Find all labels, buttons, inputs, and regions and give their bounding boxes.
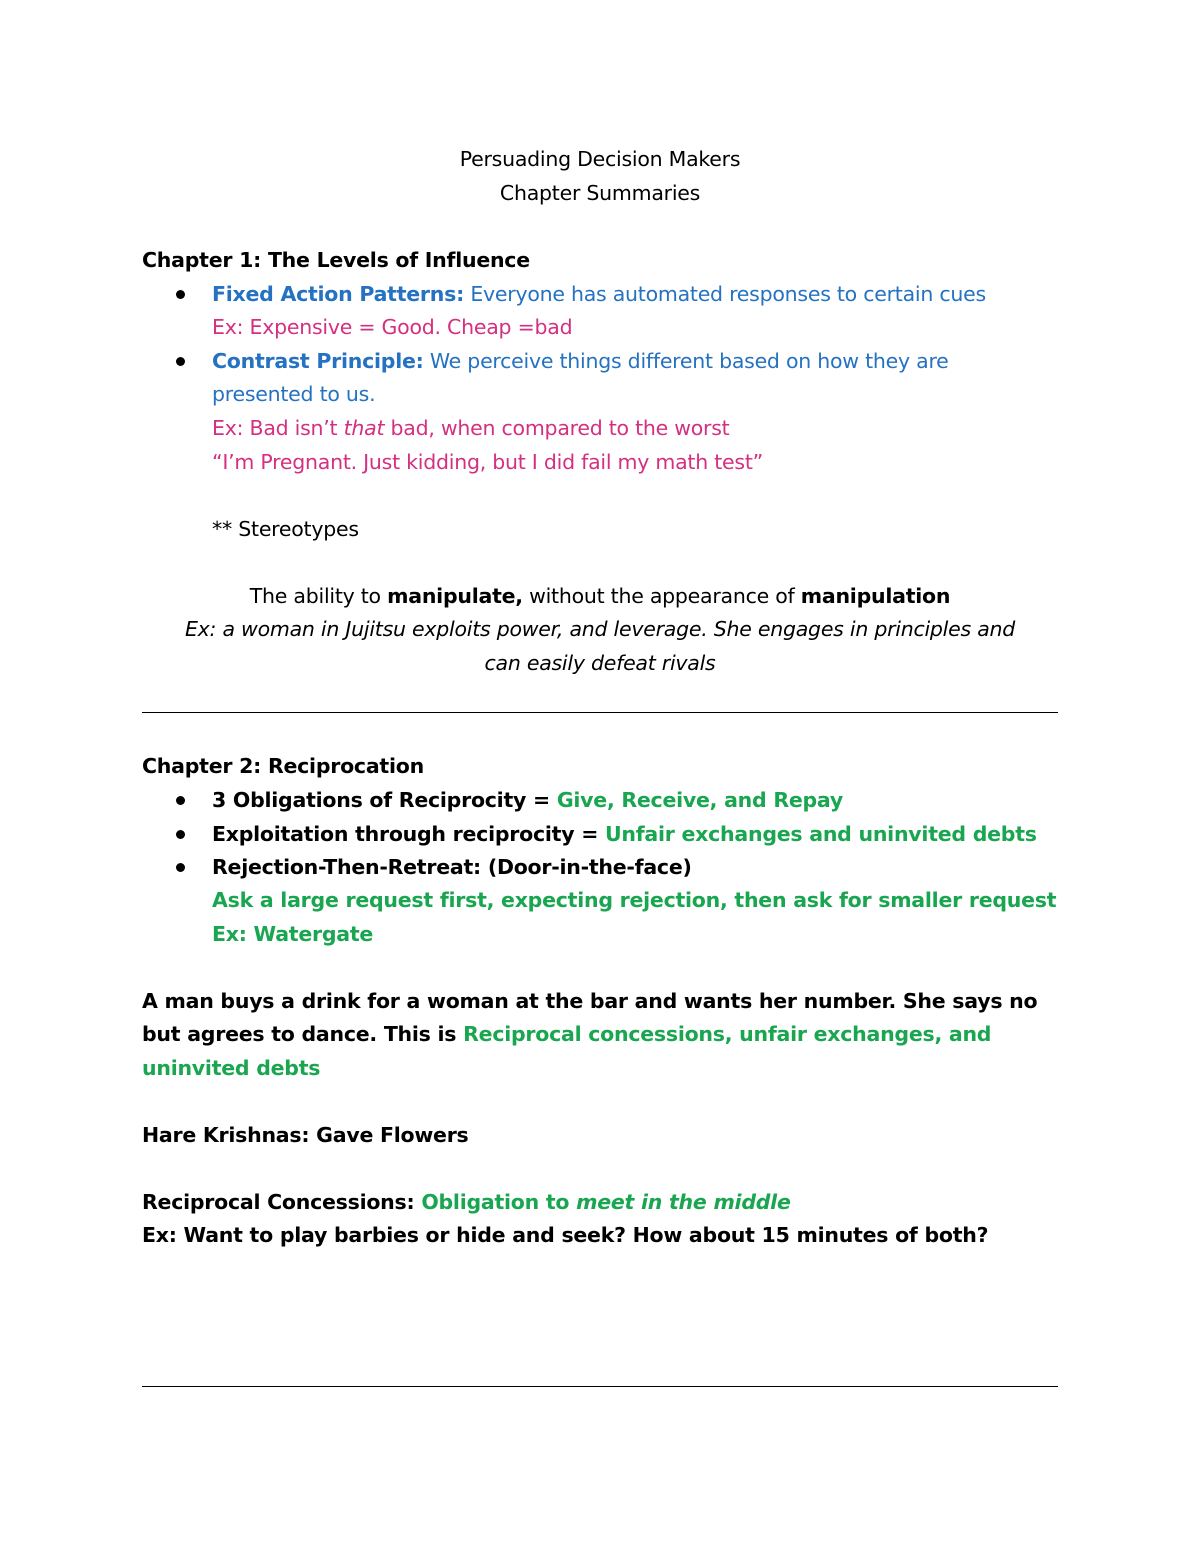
fixed-action-example: Ex: Expensive = Good. Cheap =bad	[212, 315, 573, 339]
stereotypes-note: ** Stereotypes	[212, 517, 359, 541]
recip-value-em: meet in the middle	[576, 1190, 791, 1214]
bullet-icon	[176, 290, 185, 299]
contrast-term: Contrast Principle:	[212, 349, 424, 373]
bullet-rejection: Rejection-Then-Retreat: (Door-in-the-face)	[212, 855, 692, 879]
ability-bold-2: manipulation	[800, 584, 951, 608]
bar-story-line1: A man buys a drink for a woman at the bar and wants her number. She says no	[142, 989, 1038, 1013]
contrast-quote: “I’m Pregnant. Just kidding, but I did fail my math test”	[212, 450, 763, 474]
contrast-desc: We perceive things different based on how they are	[423, 349, 949, 373]
recip-example: Ex: Want to play barbies or hide and seek? How about 15 minutes of both?	[142, 1223, 989, 1247]
obligations-value: Give, Receive, and Repay	[556, 788, 844, 812]
ability-statement	[0, 581, 1200, 611]
chapter1-heading: Chapter 1: The Levels of Influence	[142, 248, 530, 272]
jujitsu-example-line1: Ex: a woman in Jujitsu exploits power, and leverage. She engages in principles and	[184, 617, 1016, 641]
hare-krishnas: Hare Krishnas: Gave Flowers	[142, 1123, 469, 1147]
contrast-example-pre: Ex: Bad isn’t	[212, 416, 344, 440]
bullet-obligations	[212, 785, 843, 815]
rejection-example: Ex: Watergate	[212, 922, 374, 946]
contrast-example	[212, 413, 729, 443]
ability-mid: without the appearance of	[522, 584, 801, 608]
section-divider	[142, 712, 1058, 713]
exploitation-value: Unfair exchanges and uninvited debts	[605, 822, 1037, 846]
rejection-desc: Ask a large request first, expecting rejection, then ask for smaller request	[212, 888, 1057, 912]
reciprocal-concessions	[142, 1187, 791, 1217]
chapter2-heading: Chapter 2: Reciprocation	[142, 754, 424, 778]
fixed-action-item	[212, 279, 986, 309]
contrast-item	[212, 346, 949, 376]
obligations-label: 3 Obligations of Reciprocity =	[212, 788, 557, 812]
jujitsu-example-line2: can easily defeat rivals	[484, 651, 716, 675]
ability-bold-1: manipulate,	[387, 584, 523, 608]
contrast-desc-continued: presented to us.	[212, 382, 376, 406]
bullet-icon	[176, 796, 185, 805]
bar-story-line3: uninvited debts	[142, 1056, 321, 1080]
bullet-icon	[176, 357, 185, 366]
exploitation-label: Exploitation through reciprocity =	[212, 822, 606, 846]
ability-pre: The ability to	[249, 584, 388, 608]
recip-value: Obligation to	[421, 1190, 577, 1214]
bar-story-line2	[142, 1019, 991, 1049]
bar-story-pre: but agrees to dance. This is	[142, 1022, 464, 1046]
document-subtitle: Chapter Summaries	[499, 181, 701, 205]
document-title: Persuading Decision Makers	[459, 147, 741, 171]
contrast-example-post: bad, when compared to the worst	[384, 416, 730, 440]
bullet-icon	[176, 830, 185, 839]
bullet-exploitation	[212, 819, 1037, 849]
section-divider	[142, 1386, 1058, 1387]
bar-story-green: Reciprocal concessions, unfair exchanges, and	[463, 1022, 992, 1046]
bullet-icon	[176, 863, 185, 872]
contrast-example-em: that	[343, 416, 385, 440]
recip-label: Reciprocal Concessions:	[142, 1190, 422, 1214]
fixed-action-desc: Everyone has automated responses to certain cues	[464, 282, 986, 306]
fixed-action-term: Fixed Action Patterns:	[212, 282, 465, 306]
